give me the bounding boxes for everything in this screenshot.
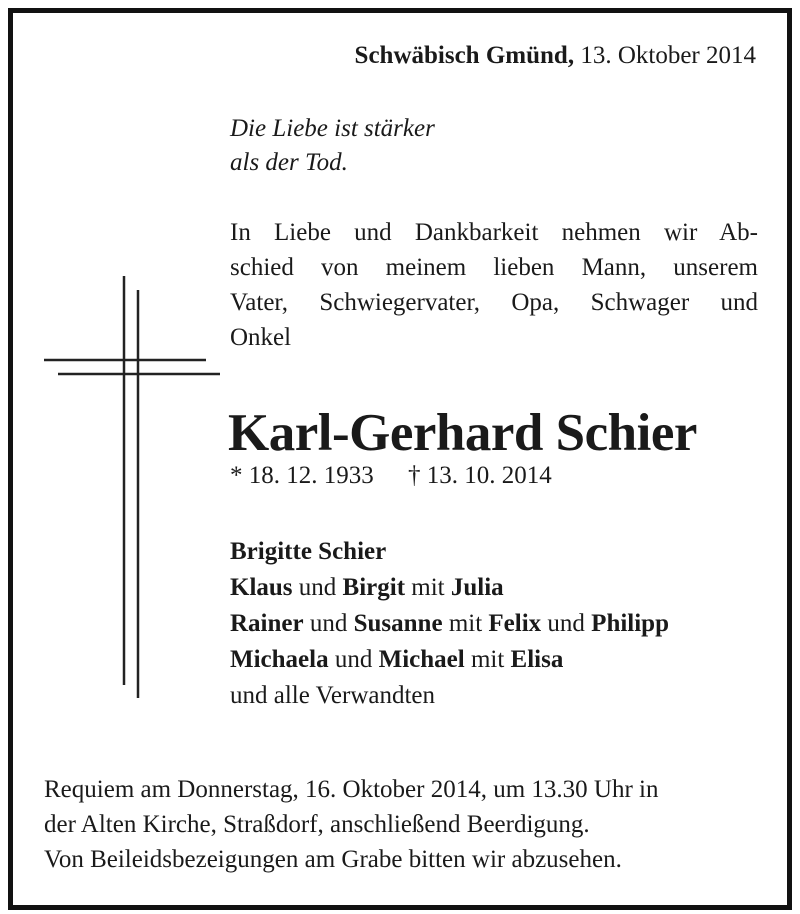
service-line: der Alten Kirche, Straßdorf, anschließend Beerdigung. <box>44 811 590 838</box>
motto <box>230 112 435 180</box>
dateline <box>355 42 756 70</box>
life-dates <box>230 462 552 490</box>
conjunction: mit <box>411 574 445 601</box>
mourner-name: Michael <box>378 646 465 673</box>
conjunction: und <box>309 610 348 637</box>
intro-line: Vater, Schwiegervater, Opa, Schwager und <box>230 289 758 316</box>
death-date: † 13. 10. 2014 <box>408 462 552 489</box>
mourner-row <box>230 570 669 606</box>
mourner-row <box>230 534 669 570</box>
service-line: Requiem am Donnerstag, 16. Oktober 2014, um 13.30 Uhr in <box>44 776 659 803</box>
birth-date: * 18. 12. 1933 <box>230 462 374 489</box>
conjunction: mit <box>470 646 505 673</box>
intro-line: Onkel <box>230 324 292 351</box>
mourner-row <box>230 642 669 678</box>
motto-line: als der Tod. <box>230 149 348 176</box>
motto-line: Die Liebe ist stärker <box>230 115 435 142</box>
mourner-name: Rainer <box>230 610 304 637</box>
conjunction: und <box>334 646 373 673</box>
mourner-name: Birgit <box>342 574 406 601</box>
mourner-name: Brigitte Schier <box>230 538 387 565</box>
mourner-name: Michaela <box>230 646 329 673</box>
intro-text <box>230 215 758 355</box>
dateline-date: 13. Oktober 2014 <box>580 42 756 69</box>
intro-line: schied von meinem lieben Mann, unserem <box>230 254 758 281</box>
service-notice <box>44 772 659 877</box>
mourner-name: Elisa <box>510 646 564 673</box>
mourner-row: und alle Verwandten <box>230 682 436 709</box>
intro-line: In Liebe und Dankbarkeit nehmen wir Ab- <box>230 219 758 246</box>
mourner-row <box>230 606 669 642</box>
mourner-name: Klaus <box>230 574 293 601</box>
deceased-name: Karl-Gerhard Schier <box>228 404 697 462</box>
mourner-name: Julia <box>450 574 504 601</box>
conjunction: und <box>298 574 337 601</box>
mourner-name: Philipp <box>591 610 669 637</box>
conjunction: und <box>547 610 585 637</box>
mourners-list <box>230 534 669 714</box>
cross-icon <box>40 270 225 700</box>
conjunction: mit <box>448 610 483 637</box>
mourner-name: Susanne <box>353 610 443 637</box>
dateline-place: Schwäbisch Gmünd, <box>354 42 575 69</box>
mourner-name: Felix <box>488 610 542 637</box>
service-line: Von Beileidsbezeigungen am Grabe bitten wir abzusehen. <box>44 846 622 873</box>
